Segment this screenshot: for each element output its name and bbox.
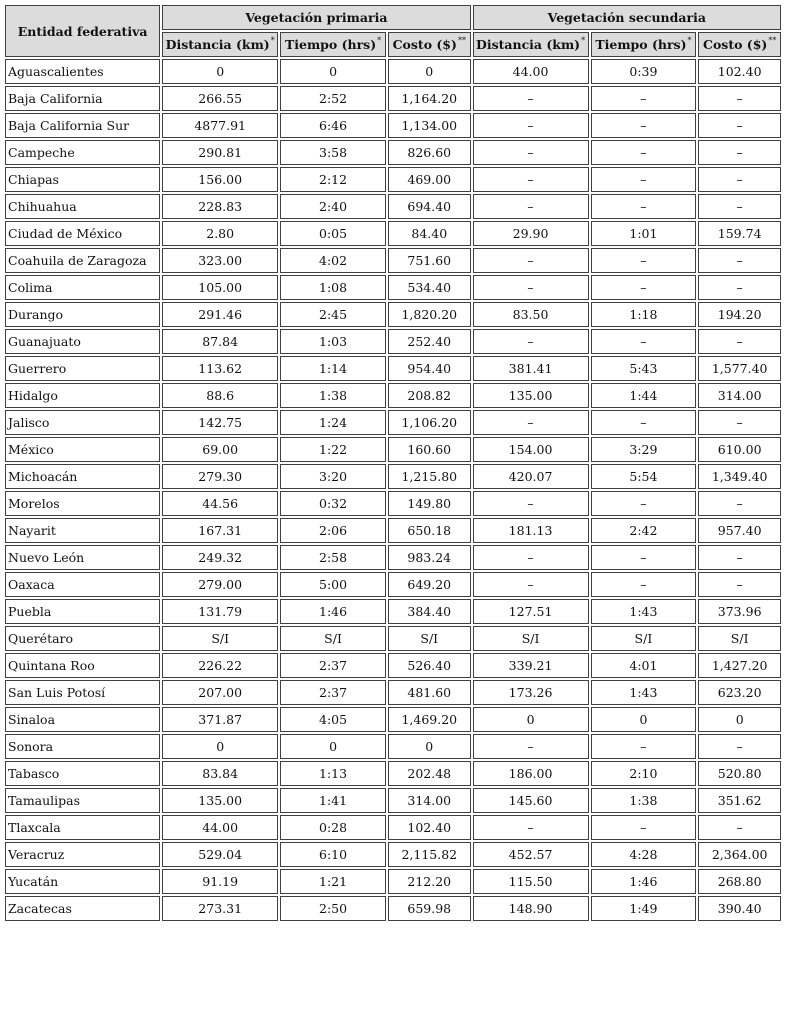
cell-state: Quintana Roo bbox=[5, 653, 160, 678]
table-row bbox=[5, 383, 781, 408]
cell-state: Tlaxcala bbox=[5, 815, 160, 840]
cell-secondary-time: – bbox=[591, 545, 697, 570]
cell-primary-time: 1:24 bbox=[280, 410, 386, 435]
cell-primary-time: 0:05 bbox=[280, 221, 386, 246]
cell-secondary-cost: 2,364.00 bbox=[698, 842, 781, 867]
cell-primary-distance: 228.83 bbox=[162, 194, 278, 219]
cell-secondary-time: 1:01 bbox=[591, 221, 697, 246]
table-row bbox=[5, 653, 781, 678]
cell-secondary-cost: – bbox=[698, 410, 781, 435]
cell-secondary-time: 0 bbox=[591, 707, 697, 732]
table-row bbox=[5, 491, 781, 516]
cell-primary-time: 4:05 bbox=[280, 707, 386, 732]
cell-secondary-distance: S/I bbox=[473, 626, 589, 651]
cell-primary-cost: S/I bbox=[388, 626, 471, 651]
cell-primary-time: 2:58 bbox=[280, 545, 386, 570]
table-row bbox=[5, 356, 781, 381]
cell-primary-cost: 0 bbox=[388, 59, 471, 84]
cell-secondary-cost: – bbox=[698, 248, 781, 273]
cell-primary-cost: 1,164.20 bbox=[388, 86, 471, 111]
cell-state: Michoacán bbox=[5, 464, 160, 489]
cell-secondary-cost: – bbox=[698, 491, 781, 516]
cell-secondary-cost: 623.20 bbox=[698, 680, 781, 705]
cell-secondary-time: 4:01 bbox=[591, 653, 697, 678]
cell-secondary-distance: – bbox=[473, 248, 589, 273]
cell-primary-cost: 694.40 bbox=[388, 194, 471, 219]
cell-secondary-cost: 268.80 bbox=[698, 869, 781, 894]
cell-secondary-time: 4:28 bbox=[591, 842, 697, 867]
table-body bbox=[5, 59, 781, 921]
cell-secondary-distance: 173.26 bbox=[473, 680, 589, 705]
cell-secondary-time: 1:18 bbox=[591, 302, 697, 327]
cell-primary-cost: 526.40 bbox=[388, 653, 471, 678]
cell-primary-time: S/I bbox=[280, 626, 386, 651]
cell-primary-distance: 279.00 bbox=[162, 572, 278, 597]
cell-primary-cost: 1,134.00 bbox=[388, 113, 471, 138]
cell-primary-cost: 84.40 bbox=[388, 221, 471, 246]
cell-primary-distance: 291.46 bbox=[162, 302, 278, 327]
table-row bbox=[5, 329, 781, 354]
cell-primary-time: 1:22 bbox=[280, 437, 386, 462]
table-row bbox=[5, 59, 781, 84]
cell-primary-cost: 983.24 bbox=[388, 545, 471, 570]
cell-state: Guanajuato bbox=[5, 329, 160, 354]
cell-secondary-time: 2:10 bbox=[591, 761, 697, 786]
cell-secondary-cost: 373.96 bbox=[698, 599, 781, 624]
cell-primary-cost: 252.40 bbox=[388, 329, 471, 354]
header-label: Tiempo (hrs) bbox=[595, 37, 687, 52]
cell-state: Chiapas bbox=[5, 167, 160, 192]
cell-primary-time: 0 bbox=[280, 734, 386, 759]
cell-primary-cost: 481.60 bbox=[388, 680, 471, 705]
cell-state: Morelos bbox=[5, 491, 160, 516]
cell-secondary-cost: – bbox=[698, 167, 781, 192]
cell-secondary-time: – bbox=[591, 167, 697, 192]
cell-secondary-cost: 957.40 bbox=[698, 518, 781, 543]
cell-primary-cost: 102.40 bbox=[388, 815, 471, 840]
cell-primary-distance: 0 bbox=[162, 734, 278, 759]
table-row bbox=[5, 761, 781, 786]
cell-state: Yucatán bbox=[5, 869, 160, 894]
cell-secondary-cost: S/I bbox=[698, 626, 781, 651]
cell-primary-distance: 323.00 bbox=[162, 248, 278, 273]
cell-primary-time: 1:41 bbox=[280, 788, 386, 813]
cell-secondary-distance: 115.50 bbox=[473, 869, 589, 894]
cell-secondary-distance: – bbox=[473, 410, 589, 435]
cell-secondary-distance: 127.51 bbox=[473, 599, 589, 624]
cell-primary-distance: 2.80 bbox=[162, 221, 278, 246]
cell-primary-cost: 659.98 bbox=[388, 896, 471, 921]
cell-secondary-time: 1:49 bbox=[591, 896, 697, 921]
cell-state: Tamaulipas bbox=[5, 788, 160, 813]
table-row bbox=[5, 464, 781, 489]
cell-state: Nuevo León bbox=[5, 545, 160, 570]
cell-secondary-cost: – bbox=[698, 194, 781, 219]
cell-primary-distance: 371.87 bbox=[162, 707, 278, 732]
cell-primary-distance: 249.32 bbox=[162, 545, 278, 570]
footnote-mark: * bbox=[581, 36, 586, 45]
cell-primary-time: 0 bbox=[280, 59, 386, 84]
cell-secondary-cost: 1,577.40 bbox=[698, 356, 781, 381]
cell-secondary-distance: – bbox=[473, 815, 589, 840]
cell-secondary-cost: 102.40 bbox=[698, 59, 781, 84]
cell-state: Zacatecas bbox=[5, 896, 160, 921]
cell-primary-distance: 87.84 bbox=[162, 329, 278, 354]
cell-primary-distance: 4877.91 bbox=[162, 113, 278, 138]
header-primary-time bbox=[280, 32, 386, 57]
cell-state: Oaxaca bbox=[5, 572, 160, 597]
cell-primary-time: 6:46 bbox=[280, 113, 386, 138]
cell-primary-time: 2:12 bbox=[280, 167, 386, 192]
cell-primary-distance: 156.00 bbox=[162, 167, 278, 192]
cell-secondary-cost: 390.40 bbox=[698, 896, 781, 921]
table-row bbox=[5, 545, 781, 570]
cell-secondary-time: 5:54 bbox=[591, 464, 697, 489]
cell-secondary-distance: 29.90 bbox=[473, 221, 589, 246]
cell-state: Durango bbox=[5, 302, 160, 327]
cell-primary-time: 2:06 bbox=[280, 518, 386, 543]
cell-secondary-time: 5:43 bbox=[591, 356, 697, 381]
cell-primary-time: 1:03 bbox=[280, 329, 386, 354]
cell-state: Aguascalientes bbox=[5, 59, 160, 84]
table-row bbox=[5, 302, 781, 327]
cell-primary-cost: 212.20 bbox=[388, 869, 471, 894]
cell-primary-distance: 69.00 bbox=[162, 437, 278, 462]
cell-secondary-cost: – bbox=[698, 86, 781, 111]
cell-primary-cost: 469.00 bbox=[388, 167, 471, 192]
cell-state: Hidalgo bbox=[5, 383, 160, 408]
cell-secondary-distance: – bbox=[473, 491, 589, 516]
cell-secondary-time: 1:38 bbox=[591, 788, 697, 813]
cell-secondary-cost: 159.74 bbox=[698, 221, 781, 246]
cell-primary-cost: 202.48 bbox=[388, 761, 471, 786]
cell-secondary-distance: – bbox=[473, 545, 589, 570]
cell-secondary-time: S/I bbox=[591, 626, 697, 651]
cell-primary-time: 1:21 bbox=[280, 869, 386, 894]
cell-state: Querétaro bbox=[5, 626, 160, 651]
cell-primary-cost: 954.40 bbox=[388, 356, 471, 381]
table-row bbox=[5, 869, 781, 894]
cell-state: Tabasco bbox=[5, 761, 160, 786]
table-row bbox=[5, 599, 781, 624]
cell-secondary-cost: 314.00 bbox=[698, 383, 781, 408]
cell-secondary-time: – bbox=[591, 410, 697, 435]
cell-primary-cost: 650.18 bbox=[388, 518, 471, 543]
cell-secondary-time: – bbox=[591, 275, 697, 300]
cell-state: Campeche bbox=[5, 140, 160, 165]
cell-secondary-distance: – bbox=[473, 167, 589, 192]
cell-secondary-time: 1:46 bbox=[591, 869, 697, 894]
cell-primary-distance: 105.00 bbox=[162, 275, 278, 300]
cell-secondary-time: 3:29 bbox=[591, 437, 697, 462]
cell-primary-time: 2:37 bbox=[280, 680, 386, 705]
cell-primary-cost: 649.20 bbox=[388, 572, 471, 597]
cell-secondary-cost: 194.20 bbox=[698, 302, 781, 327]
cell-secondary-distance: 148.90 bbox=[473, 896, 589, 921]
table-row bbox=[5, 410, 781, 435]
cell-secondary-time: 1:43 bbox=[591, 599, 697, 624]
table-row bbox=[5, 194, 781, 219]
cell-secondary-distance: 83.50 bbox=[473, 302, 589, 327]
table-row bbox=[5, 680, 781, 705]
cell-primary-distance: 131.79 bbox=[162, 599, 278, 624]
cell-primary-distance: 167.31 bbox=[162, 518, 278, 543]
cell-primary-time: 5:00 bbox=[280, 572, 386, 597]
cell-primary-distance: 279.30 bbox=[162, 464, 278, 489]
cell-primary-cost: 751.60 bbox=[388, 248, 471, 273]
cell-secondary-cost: 1,427.20 bbox=[698, 653, 781, 678]
table-row bbox=[5, 815, 781, 840]
cell-state: Chihuahua bbox=[5, 194, 160, 219]
cell-secondary-distance: – bbox=[473, 329, 589, 354]
cell-secondary-distance: 381.41 bbox=[473, 356, 589, 381]
cell-secondary-time: 0:39 bbox=[591, 59, 697, 84]
cell-primary-cost: 1,469.20 bbox=[388, 707, 471, 732]
cell-primary-distance: 83.84 bbox=[162, 761, 278, 786]
cell-state: Jalisco bbox=[5, 410, 160, 435]
cell-primary-distance: 207.00 bbox=[162, 680, 278, 705]
footnote-mark: * bbox=[270, 36, 275, 45]
cell-secondary-distance: – bbox=[473, 140, 589, 165]
cell-primary-time: 3:20 bbox=[280, 464, 386, 489]
cell-secondary-distance: – bbox=[473, 572, 589, 597]
cell-secondary-time: – bbox=[591, 86, 697, 111]
table-row bbox=[5, 788, 781, 813]
cell-primary-time: 6:10 bbox=[280, 842, 386, 867]
cell-secondary-cost: 610.00 bbox=[698, 437, 781, 462]
header-entity: Entidad federativa bbox=[5, 5, 160, 57]
table-row bbox=[5, 572, 781, 597]
cell-primary-cost: 1,106.20 bbox=[388, 410, 471, 435]
cell-secondary-time: – bbox=[591, 491, 697, 516]
cell-primary-time: 4:02 bbox=[280, 248, 386, 273]
cell-state: Baja California Sur bbox=[5, 113, 160, 138]
cell-state: Nayarit bbox=[5, 518, 160, 543]
cell-secondary-cost: – bbox=[698, 329, 781, 354]
cell-primary-distance: 226.22 bbox=[162, 653, 278, 678]
cell-secondary-cost: – bbox=[698, 815, 781, 840]
cell-state: Ciudad de México bbox=[5, 221, 160, 246]
cell-primary-time: 1:13 bbox=[280, 761, 386, 786]
cell-state: Veracruz bbox=[5, 842, 160, 867]
cell-primary-distance: 91.19 bbox=[162, 869, 278, 894]
cell-primary-distance: 113.62 bbox=[162, 356, 278, 381]
cell-secondary-cost: 0 bbox=[698, 707, 781, 732]
cell-state: Coahuila de Zaragoza bbox=[5, 248, 160, 273]
cell-state: Guerrero bbox=[5, 356, 160, 381]
cell-secondary-cost: – bbox=[698, 572, 781, 597]
cell-primary-distance: 135.00 bbox=[162, 788, 278, 813]
table-row bbox=[5, 626, 781, 651]
table-row bbox=[5, 518, 781, 543]
cell-primary-cost: 384.40 bbox=[388, 599, 471, 624]
cell-secondary-distance: 135.00 bbox=[473, 383, 589, 408]
cell-primary-time: 2:37 bbox=[280, 653, 386, 678]
table-row bbox=[5, 221, 781, 246]
cell-secondary-cost: – bbox=[698, 734, 781, 759]
cell-primary-distance: 273.31 bbox=[162, 896, 278, 921]
table-row bbox=[5, 167, 781, 192]
cell-secondary-distance: – bbox=[473, 275, 589, 300]
cell-primary-distance: 88.6 bbox=[162, 383, 278, 408]
cell-primary-time: 2:45 bbox=[280, 302, 386, 327]
cell-secondary-distance: 154.00 bbox=[473, 437, 589, 462]
cell-primary-distance: 44.00 bbox=[162, 815, 278, 840]
cell-primary-time: 2:52 bbox=[280, 86, 386, 111]
cell-primary-cost: 1,820.20 bbox=[388, 302, 471, 327]
cell-primary-time: 1:08 bbox=[280, 275, 386, 300]
table-row bbox=[5, 842, 781, 867]
table-row bbox=[5, 248, 781, 273]
cell-secondary-distance: – bbox=[473, 734, 589, 759]
cell-secondary-distance: – bbox=[473, 113, 589, 138]
cell-primary-time: 1:14 bbox=[280, 356, 386, 381]
cell-secondary-distance: 420.07 bbox=[473, 464, 589, 489]
cell-secondary-cost: 1,349.40 bbox=[698, 464, 781, 489]
header-row-groups bbox=[5, 5, 781, 30]
cell-primary-cost: 208.82 bbox=[388, 383, 471, 408]
header-label: Distancia (km) bbox=[165, 37, 270, 52]
cell-primary-distance: 529.04 bbox=[162, 842, 278, 867]
cell-primary-cost: 1,215.80 bbox=[388, 464, 471, 489]
header-group-primary: Vegetación primaria bbox=[162, 5, 470, 30]
cell-secondary-distance: 339.21 bbox=[473, 653, 589, 678]
header-secondary-cost bbox=[698, 32, 781, 57]
table-row bbox=[5, 113, 781, 138]
cell-secondary-time: – bbox=[591, 113, 697, 138]
footnote-mark: ** bbox=[768, 36, 777, 45]
cell-primary-distance: S/I bbox=[162, 626, 278, 651]
cell-primary-time: 2:50 bbox=[280, 896, 386, 921]
cell-secondary-distance: 0 bbox=[473, 707, 589, 732]
cell-primary-cost: 826.60 bbox=[388, 140, 471, 165]
cell-secondary-time: – bbox=[591, 815, 697, 840]
footnote-mark: ** bbox=[457, 36, 466, 45]
cell-primary-cost: 2,115.82 bbox=[388, 842, 471, 867]
header-primary-distance bbox=[162, 32, 278, 57]
cell-secondary-time: 1:43 bbox=[591, 680, 697, 705]
header-label: Tiempo (hrs) bbox=[284, 37, 377, 52]
cell-secondary-distance: – bbox=[473, 194, 589, 219]
cell-primary-time: 2:40 bbox=[280, 194, 386, 219]
cell-secondary-distance: 145.60 bbox=[473, 788, 589, 813]
cell-primary-cost: 314.00 bbox=[388, 788, 471, 813]
cell-state: Puebla bbox=[5, 599, 160, 624]
cell-secondary-time: – bbox=[591, 572, 697, 597]
cell-primary-time: 3:58 bbox=[280, 140, 386, 165]
cell-primary-time: 1:46 bbox=[280, 599, 386, 624]
header-group-secondary: Vegetación secundaria bbox=[473, 5, 781, 30]
cell-secondary-distance: 181.13 bbox=[473, 518, 589, 543]
header-label: Distancia (km) bbox=[475, 37, 581, 52]
cell-secondary-distance: 186.00 bbox=[473, 761, 589, 786]
table-row bbox=[5, 140, 781, 165]
cell-primary-cost: 0 bbox=[388, 734, 471, 759]
cell-secondary-distance: 44.00 bbox=[473, 59, 589, 84]
cell-primary-distance: 266.55 bbox=[162, 86, 278, 111]
cell-secondary-cost: 520.80 bbox=[698, 761, 781, 786]
cell-secondary-time: – bbox=[591, 329, 697, 354]
table-row bbox=[5, 734, 781, 759]
vegetation-cost-table bbox=[3, 3, 783, 923]
cell-secondary-cost: – bbox=[698, 545, 781, 570]
cell-primary-distance: 0 bbox=[162, 59, 278, 84]
cell-primary-time: 0:28 bbox=[280, 815, 386, 840]
cell-state: Sonora bbox=[5, 734, 160, 759]
cell-primary-time: 1:38 bbox=[280, 383, 386, 408]
cell-secondary-distance: 452.57 bbox=[473, 842, 589, 867]
cell-primary-cost: 160.60 bbox=[388, 437, 471, 462]
header-primary-cost bbox=[388, 32, 471, 57]
cell-secondary-cost: – bbox=[698, 113, 781, 138]
table-row bbox=[5, 896, 781, 921]
header-label: Costo ($) bbox=[703, 37, 768, 52]
cell-primary-distance: 142.75 bbox=[162, 410, 278, 435]
cell-primary-distance: 44.56 bbox=[162, 491, 278, 516]
cell-secondary-time: 2:42 bbox=[591, 518, 697, 543]
cell-primary-cost: 149.80 bbox=[388, 491, 471, 516]
cell-secondary-cost: 351.62 bbox=[698, 788, 781, 813]
table-row bbox=[5, 275, 781, 300]
cell-primary-cost: 534.40 bbox=[388, 275, 471, 300]
header-secondary-distance bbox=[473, 32, 589, 57]
header-secondary-time bbox=[591, 32, 697, 57]
table-row bbox=[5, 707, 781, 732]
cell-primary-distance: 290.81 bbox=[162, 140, 278, 165]
table-row bbox=[5, 437, 781, 462]
cell-secondary-time: – bbox=[591, 140, 697, 165]
cell-state: Baja California bbox=[5, 86, 160, 111]
cell-state: Sinaloa bbox=[5, 707, 160, 732]
cell-state: México bbox=[5, 437, 160, 462]
table-row bbox=[5, 86, 781, 111]
footnote-mark: * bbox=[377, 36, 382, 45]
header-label: Costo ($) bbox=[392, 37, 457, 52]
cell-secondary-time: 1:44 bbox=[591, 383, 697, 408]
cell-secondary-time: – bbox=[591, 194, 697, 219]
cell-secondary-cost: – bbox=[698, 275, 781, 300]
cell-secondary-time: – bbox=[591, 248, 697, 273]
cell-secondary-time: – bbox=[591, 734, 697, 759]
cell-primary-time: 0:32 bbox=[280, 491, 386, 516]
cell-state: Colima bbox=[5, 275, 160, 300]
cell-state: San Luis Potosí bbox=[5, 680, 160, 705]
cell-secondary-distance: – bbox=[473, 86, 589, 111]
cell-secondary-cost: – bbox=[698, 140, 781, 165]
footnote-mark: * bbox=[687, 36, 692, 45]
